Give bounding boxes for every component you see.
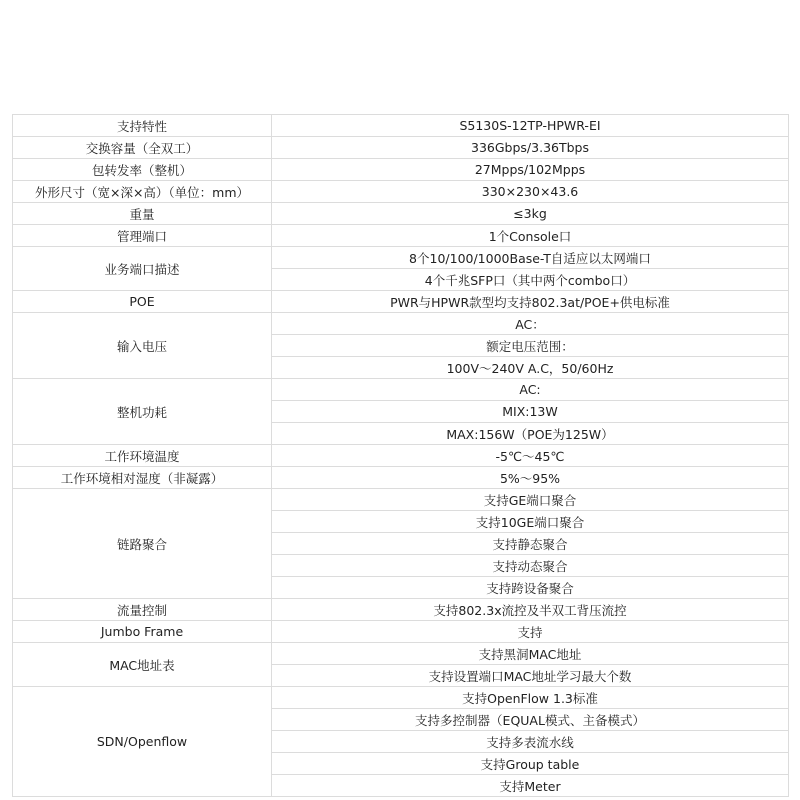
table-row — [13, 599, 789, 621]
spec-label-cell: 输入电压 — [13, 313, 272, 379]
spec-value-cell: 4个千兆SFP口（其中两个combo口） — [272, 269, 789, 291]
spec-value-cell: 1个Console口 — [272, 225, 789, 247]
spec-label-cell: 重量 — [13, 203, 272, 225]
spec-value-cell: 330×230×43.6 — [272, 181, 789, 203]
spec-table — [12, 114, 789, 797]
table-row — [13, 115, 789, 137]
table-row — [13, 621, 789, 643]
spec-label-cell: 管理端口 — [13, 225, 272, 247]
table-row — [13, 137, 789, 159]
table-row — [13, 247, 789, 269]
spec-value-cell: 支持多控制器（EQUAL模式、主备模式） — [272, 709, 789, 731]
spec-value-cell: 支持跨设备聚合 — [272, 577, 789, 599]
table-row — [13, 225, 789, 247]
spec-label-cell: 支持特性 — [13, 115, 272, 137]
spec-value-cell: 支持Meter — [272, 775, 789, 797]
spec-value-cell: 5%～95% — [272, 467, 789, 489]
table-row — [13, 489, 789, 511]
spec-value-cell: 支持802.3x流控及半双工背压流控 — [272, 599, 789, 621]
spec-label-cell: 交换容量（全双工） — [13, 137, 272, 159]
table-row — [13, 467, 789, 489]
spec-label-cell: MAC地址表 — [13, 643, 272, 687]
spec-value-cell: 支持动态聚合 — [272, 555, 789, 577]
spec-value-cell: 额定电压范围： — [272, 335, 789, 357]
spec-table-body — [13, 115, 789, 797]
spec-value-cell: 支持Group table — [272, 753, 789, 775]
spec-value-cell: 支持 — [272, 621, 789, 643]
spec-value-cell: MIX:13W — [272, 401, 789, 423]
table-row — [13, 379, 789, 401]
table-row — [13, 291, 789, 313]
spec-value-cell: AC: — [272, 379, 789, 401]
spec-value-cell: MAX:156W（POE为125W） — [272, 423, 789, 445]
spec-value-cell: 支持GE端口聚合 — [272, 489, 789, 511]
spec-value-cell: -5℃～45℃ — [272, 445, 789, 467]
table-row — [13, 159, 789, 181]
table-row — [13, 181, 789, 203]
table-row — [13, 203, 789, 225]
spec-label-cell: Jumbo Frame — [13, 621, 272, 643]
spec-value-cell: 支持设置端口MAC地址学习最大个数 — [272, 665, 789, 687]
spec-value-cell: S5130S-12TP-HPWR-EI — [272, 115, 789, 137]
spec-label-cell: SDN/Openflow — [13, 687, 272, 797]
table-row — [13, 313, 789, 335]
spec-label-cell: 工作环境相对湿度（非凝露） — [13, 467, 272, 489]
spec-value-cell: 100V～240V A.C，50/60Hz — [272, 357, 789, 379]
spec-value-cell: 8个10/100/1000Base-T自适应以太网端口 — [272, 247, 789, 269]
spec-label-cell: POE — [13, 291, 272, 313]
spec-value-cell: 支持静态聚合 — [272, 533, 789, 555]
spec-value-cell: 336Gbps/3.36Tbps — [272, 137, 789, 159]
spec-value-cell: 27Mpps/102Mpps — [272, 159, 789, 181]
spec-value-cell: 支持OpenFlow 1.3标准 — [272, 687, 789, 709]
table-row — [13, 445, 789, 467]
spec-label-cell: 工作环境温度 — [13, 445, 272, 467]
spec-label-cell: 包转发率（整机） — [13, 159, 272, 181]
spec-value-cell: PWR与HPWR款型均支持802.3at/POE+供电标准 — [272, 291, 789, 313]
spec-value-cell: 支持黑洞MAC地址 — [272, 643, 789, 665]
spec-value-cell: 支持10GE端口聚合 — [272, 511, 789, 533]
table-row — [13, 643, 789, 665]
spec-label-cell: 业务端口描述 — [13, 247, 272, 291]
spec-value-cell: ≤3kg — [272, 203, 789, 225]
spec-label-cell: 整机功耗 — [13, 379, 272, 445]
table-row — [13, 687, 789, 709]
spec-label-cell: 链路聚合 — [13, 489, 272, 599]
spec-label-cell: 流量控制 — [13, 599, 272, 621]
spec-value-cell: AC： — [272, 313, 789, 335]
spec-label-cell: 外形尺寸（宽×深×高）（单位：mm） — [13, 181, 272, 203]
spec-value-cell: 支持多表流水线 — [272, 731, 789, 753]
